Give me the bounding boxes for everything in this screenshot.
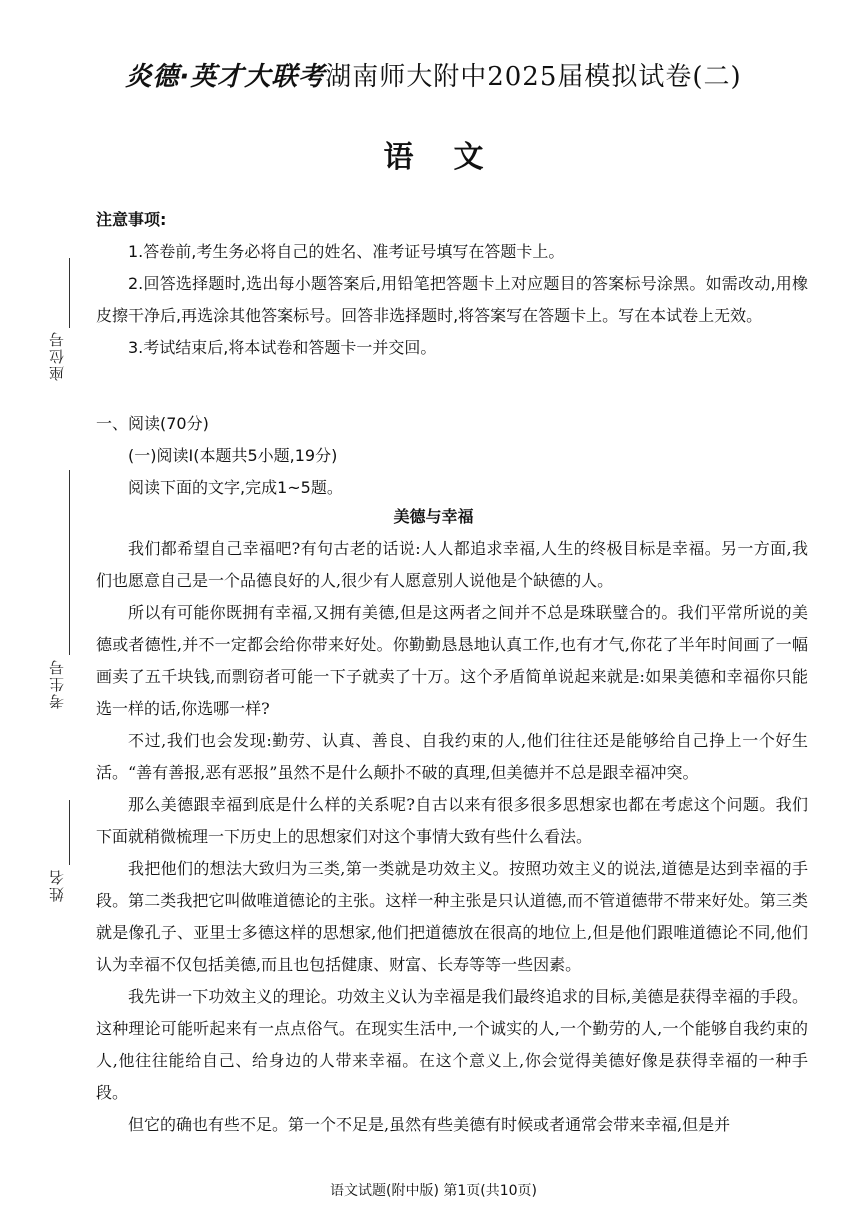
name-label: 姓名	[48, 868, 66, 902]
exam-title-main: 湖南师大附中2025届模拟试卷(二)	[325, 62, 742, 92]
notice-heading: 注意事项:	[96, 210, 167, 229]
article-paragraph: 我把他们的想法大致归为三类,第一类就是功效主义。按照功效主义的说法,道德是达到幸福的手段。第二类我把它叫做唯道德论的主张。这样一种主张是只认道德,而不管道德带不带来好处。第三类就是像孔子、亚里士多德这样的思想家,他们把道德放在很高的地位上,但是他们跟唯道德论不同,他们认为幸福不仅包括美德,而且也包括健康、财富、长寿等等一些因素。	[96, 859, 808, 974]
section-subheading: (一)阅读Ⅰ(本题共5小题,19分)	[128, 446, 338, 465]
page-footer: 语文试题(附中版) 第1页(共10页)	[329, 1183, 538, 1199]
article-body	[96, 533, 808, 1141]
article-paragraph: 那么美德跟幸福到底是什么样的关系呢?自古以来有很多很多思想家也都在考虑这个问题。我们下面就稍微梳理一下历史上的思想家们对这个事情大致有些什么看法。	[96, 795, 808, 846]
notice-list	[96, 236, 808, 364]
exam-title-brand: 炎德·英才大联考	[125, 62, 326, 92]
subject-title: 语文	[383, 140, 524, 175]
article-paragraph: 我们都希望自己幸福吧?有句古老的话说:人人都追求幸福,人生的终极目标是幸福。另一方面,我们也愿意自己是一个品德良好的人,很少有人愿意别人说他是个缺德的人。	[96, 539, 808, 590]
reading-section	[96, 408, 808, 504]
article-paragraph: 所以有可能你既拥有幸福,又拥有美德,但是这两者之间并不总是珠联璧合的。我们平常所说的美德或者德性,并不一定都会给你带来好处。你勤勤恳恳地认真工作,也有才气,你花了半年时间画了一幅画卖了五千块钱,而剽窃者可能一下子就卖了十万。这个矛盾简单说起来就是:如果美德和幸福你只能选一样的话,你选哪一样?	[96, 603, 808, 718]
seat-line	[69, 258, 70, 328]
article-paragraph: 我先讲一下功效主义的理论。功效主义认为幸福是我们最终追求的目标,美德是获得幸福的手段。这种理论可能听起来有一点点俗气。在现实生活中,一个诚实的人,一个勤劳的人,一个能够自我约束的人,他往往能给自己、给身边的人带来幸福。在这个意义上,你会觉得美德好像是获得幸福的一种手段。	[96, 987, 808, 1102]
section-heading: 一、阅读(70分)	[96, 414, 209, 433]
article-paragraph: 但它的确也有些不足。第一个不足是,虽然有些美德有时候或者通常会带来幸福,但是并	[128, 1115, 731, 1134]
notice-item: 2.回答选择题时,选出每小题答案后,用铅笔把答题卡上对应题目的答案标号涂黑。如需改动,用橡皮擦干净后,再选涂其他答案标号。回答非选择题时,将答案写在答题卡上。写在本试卷上无效。	[96, 274, 808, 325]
article-title: 美德与幸福	[393, 507, 474, 526]
notice-item: 3.考试结束后,将本试卷和答题卡一并交回。	[128, 338, 437, 357]
exam-title	[0, 56, 867, 93]
notice-item: 1.答卷前,考生务必将自己的姓名、准考证号填写在答题卡上。	[128, 242, 565, 261]
article-paragraph: 不过,我们也会发现:勤劳、认真、善良、自我约束的人,他们往往还是能够给自己挣上一个好生活。“善有善报,恶有恶报”虽然不是什么颠扑不破的真理,但美德并不总是跟幸福冲突。	[96, 731, 808, 782]
name-line	[69, 800, 70, 865]
seat-number-label: 座位号	[48, 330, 66, 381]
section-instruction: 阅读下面的文字,完成1~5题。	[128, 478, 343, 497]
exam-number-label: 考生号	[48, 658, 66, 709]
exam-number-line	[69, 470, 70, 655]
